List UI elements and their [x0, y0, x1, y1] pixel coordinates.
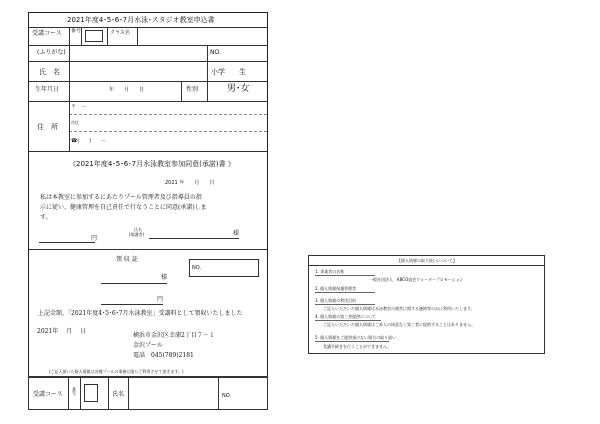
- consent-date: 2021 年 月 日: [165, 180, 215, 186]
- birth-label: 生年月日: [35, 86, 60, 93]
- consent-title: 《2021年度4･5･6･7月水泳教室参加同意(承諾)書 》: [69, 160, 235, 168]
- receipt-amount-line[interactable]: [101, 304, 163, 305]
- no-label: NO.: [210, 49, 221, 56]
- divider: [315, 304, 375, 305]
- receipt-title: 領 収 証: [116, 256, 138, 263]
- bottom-name-label: 氏名: [112, 391, 125, 398]
- consent-body-3: す。: [40, 214, 52, 221]
- privacy-s1: 1. 事業者の名称: [315, 269, 345, 274]
- furigana-label: (ふりがな): [37, 49, 66, 56]
- divider: [29, 151, 267, 152]
- number-label: 番号: [71, 28, 82, 34]
- bottom-number-label: 番号: [72, 387, 76, 396]
- name-label: 氏 名: [39, 68, 60, 76]
- divider: [81, 27, 82, 45]
- receipt-text: 上記金額、「2021年度4･5･6･7月水泳教室」受講料として領収いたしました: [38, 310, 243, 317]
- divider: [315, 292, 375, 293]
- divider: [29, 61, 267, 62]
- postal-mark: 〒 －: [71, 104, 87, 110]
- divider: [29, 81, 267, 82]
- divider: [181, 81, 182, 101]
- divider: [207, 81, 208, 101]
- divider: [29, 45, 267, 46]
- bottom-stub: [28, 376, 268, 410]
- tel-label: ☎( ) －: [71, 138, 107, 144]
- number-input[interactable]: [85, 30, 103, 42]
- course-label: 受講コース: [32, 30, 62, 37]
- divider: [107, 27, 108, 45]
- divider: [68, 376, 69, 410]
- privacy-title: 【個人情報の取り扱いについて】: [397, 258, 457, 263]
- receipt-yen: 円: [157, 296, 164, 303]
- receipt-no-label: NO.: [192, 265, 202, 271]
- consent-body-2: 示に従い、健康管理を自己責任で行なうことに同意(承諾)しま: [40, 204, 207, 211]
- divider: [80, 376, 81, 410]
- receipt-name-line[interactable]: [101, 283, 167, 284]
- divider: [128, 376, 129, 410]
- divider: [207, 45, 208, 81]
- consent-body-1: 私は本教室に参加するにあたりプール管理者及び指導員の指: [40, 194, 202, 201]
- privacy-notice: [308, 255, 545, 354]
- divider: [315, 320, 381, 321]
- privacy-s5-body: 受講手続きを行うことができません。: [323, 344, 392, 349]
- bottom-number-input[interactable]: [84, 384, 98, 402]
- divider: [315, 341, 389, 342]
- privacy-s4-body: ご記入いただいた個人情報はご本人の同意なく第三者に提供することはありません。: [323, 322, 476, 327]
- divider: [309, 265, 544, 266]
- divider: [69, 131, 267, 132]
- receipt-date: 2021年 月 日: [37, 328, 87, 335]
- privacy-s4: 4. 個人情報の第三者提供について: [315, 314, 377, 319]
- gender-label: 性別: [186, 86, 199, 93]
- guardian-signature-line[interactable]: [149, 238, 239, 239]
- divider: [29, 27, 267, 28]
- divider: [218, 376, 219, 410]
- receipt-phone: 電話 045(789)2181: [133, 352, 194, 359]
- divider: [315, 275, 375, 276]
- form-title: 2021年度4･5･6･7月水泳･スタジオ教室申込書: [67, 16, 215, 24]
- bottom-no-label: NO.: [222, 393, 232, 399]
- address-small: 市区: [71, 120, 79, 125]
- receipt-sama: 様: [161, 274, 168, 281]
- divider: [108, 376, 109, 410]
- divider: [137, 27, 138, 45]
- bottom-course-label: 受講コース: [33, 391, 63, 398]
- guardian-label: 氏名: [134, 227, 142, 232]
- receipt-facility: 金沢プール: [133, 342, 163, 349]
- participant-signature-line[interactable]: [39, 242, 95, 243]
- guardian-sub: (保護者): [129, 232, 145, 237]
- receipt-footnote: (ご記入頂いた個人情報は各種プールの事務に限りご利用させて頂きます。): [49, 369, 184, 374]
- receipt-address: 横浜市金沢区幸浦2丁目７－１: [133, 332, 215, 339]
- school-label: 小学 生: [211, 68, 246, 76]
- application-form: [28, 12, 268, 410]
- divider: [69, 101, 70, 151]
- privacy-s2: 2. 個人情報保護管理者: [315, 286, 357, 291]
- privacy-s3: 3. 個人情報の利用目的: [315, 298, 357, 303]
- class-label: クラス名: [110, 30, 130, 36]
- privacy-s5: 5. 個人情報をご提供頂けない場合の取り扱い: [315, 335, 397, 340]
- gender-select[interactable]: 男･女: [227, 84, 250, 94]
- divider: [29, 101, 267, 102]
- birth-fields: 年 月 日: [109, 87, 145, 93]
- divider: [28, 376, 268, 377]
- privacy-s3-body: ご記入いただいた個人情報は水泳教室の運営に関する連絡等のみに利用いたします。: [323, 306, 475, 311]
- divider: [29, 249, 267, 250]
- divider: [69, 27, 70, 45]
- divider: [69, 114, 267, 115]
- participant-suffix: 円: [91, 235, 98, 242]
- privacy-s1-body: 一般社団法人 KBCO協会ウォータープロモーション: [369, 277, 464, 282]
- address-label: 住 所: [37, 123, 58, 131]
- consent-sama: 様: [233, 230, 240, 237]
